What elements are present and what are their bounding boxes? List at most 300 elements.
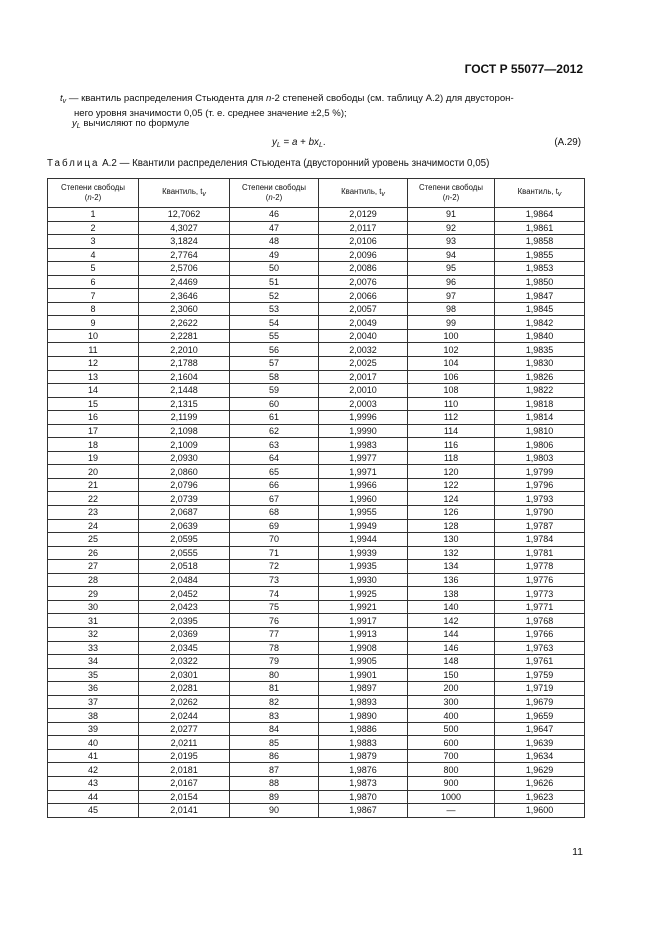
table-cell: 2 (48, 221, 139, 235)
table-cell: 1,9847 (495, 289, 585, 303)
table-cell: 116 (408, 438, 495, 452)
table-row (48, 370, 585, 384)
table-cell: 29 (48, 587, 139, 601)
table-cell: 2,0281 (139, 682, 230, 696)
table-row (48, 343, 585, 357)
table-row (48, 668, 585, 682)
table-row (48, 546, 585, 560)
table-cell: 78 (230, 641, 319, 655)
table-cell: 132 (408, 546, 495, 560)
table-cell: 2,0003 (319, 397, 408, 411)
table-row (48, 682, 585, 696)
table-cell: 64 (230, 451, 319, 465)
table-cell: 2,0639 (139, 519, 230, 533)
table-cell: 73 (230, 573, 319, 587)
table-cell: 2,0796 (139, 478, 230, 492)
formula-a: a (291, 137, 298, 148)
table-cell: 150 (408, 668, 495, 682)
table-cell: 66 (230, 478, 319, 492)
table-cell: 2,1009 (139, 438, 230, 452)
table-row (48, 411, 585, 425)
table-cell: 1,9901 (319, 668, 408, 682)
table-cell: 1,9876 (319, 763, 408, 777)
table-cell: 144 (408, 627, 495, 641)
table-cell: 1,9955 (319, 506, 408, 520)
table-cell: 1,9759 (495, 668, 585, 682)
table-cell: 72 (230, 560, 319, 574)
symbol-t: t (60, 93, 63, 104)
table-row (48, 722, 585, 736)
table-cell: 1,9867 (319, 804, 408, 818)
table-caption-text: А.2 — Квантили распределения Стьюдента (двусторонний уровень значимости 0,05) (99, 158, 490, 169)
table-cell: 19 (48, 451, 139, 465)
table-cell: 1,9890 (319, 709, 408, 723)
table-cell: 12,7062 (139, 208, 230, 222)
table-cell: 83 (230, 709, 319, 723)
header-df-3: Степени свободы (n-2) (408, 179, 495, 208)
definition-yl-text: вычисляют по формуле (80, 118, 190, 129)
table-row (48, 302, 585, 316)
table-cell: 2,0141 (139, 804, 230, 818)
table-cell: 3 (48, 235, 139, 249)
table-cell: 2,0301 (139, 668, 230, 682)
table-cell: 59 (230, 384, 319, 398)
table-cell: 2,0930 (139, 451, 230, 465)
table-cell: 2,0555 (139, 546, 230, 560)
table-cell: 1,9810 (495, 424, 585, 438)
table-cell: 8 (48, 302, 139, 316)
table-cell: 1,9814 (495, 411, 585, 425)
table-cell: 146 (408, 641, 495, 655)
table-header-row (48, 179, 585, 208)
table-cell: 48 (230, 235, 319, 249)
formula (272, 137, 326, 149)
table-cell: 2,0452 (139, 587, 230, 601)
definition-tv-text2: -2 степеней свободы (см. таблицу А.2) для двусторон- (271, 93, 514, 104)
table-row (48, 709, 585, 723)
table-cell: 34 (48, 655, 139, 669)
table-cell: 2,0096 (319, 248, 408, 262)
table-row (48, 763, 585, 777)
table-cell: 104 (408, 357, 495, 371)
table-cell: 114 (408, 424, 495, 438)
table-cell: 106 (408, 370, 495, 384)
table-cell: 1,9784 (495, 533, 585, 547)
table-cell: — (408, 804, 495, 818)
table-cell: 2,0010 (319, 384, 408, 398)
header-quantile-1: Квантиль, $t_v$ (139, 179, 230, 208)
table-cell: 112 (408, 411, 495, 425)
table-cell: 2,0484 (139, 573, 230, 587)
table-row (48, 614, 585, 628)
table-cell: 36 (48, 682, 139, 696)
table-cell: 98 (408, 302, 495, 316)
table-cell: 2,0345 (139, 641, 230, 655)
table-cell: 2,5706 (139, 262, 230, 276)
table-row (48, 248, 585, 262)
table-cell: 2,0086 (319, 262, 408, 276)
table-cell: 1,9893 (319, 695, 408, 709)
table-cell: 42 (48, 763, 139, 777)
table-cell: 1,9908 (319, 641, 408, 655)
table-cell: 1,9861 (495, 221, 585, 235)
table-cell: 1,9925 (319, 587, 408, 601)
table-caption (47, 158, 489, 169)
table-row (48, 208, 585, 222)
table-cell: 26 (48, 546, 139, 560)
table-cell: 99 (408, 316, 495, 330)
table-cell: 2,7764 (139, 248, 230, 262)
table-cell: 35 (48, 668, 139, 682)
table-cell: 138 (408, 587, 495, 601)
table-row (48, 695, 585, 709)
table-cell: 2,0277 (139, 722, 230, 736)
table-cell: 1,9600 (495, 804, 585, 818)
table-cell: 51 (230, 275, 319, 289)
table-cell: 14 (48, 384, 139, 398)
table-cell: 2,1604 (139, 370, 230, 384)
table-cell: 300 (408, 695, 495, 709)
table-cell: 2,0395 (139, 614, 230, 628)
table-cell: 1,9778 (495, 560, 585, 574)
table-cell: 2,0244 (139, 709, 230, 723)
table-cell: 88 (230, 776, 319, 790)
table-row (48, 478, 585, 492)
formula-plus: + (297, 137, 309, 148)
table-cell: 25 (48, 533, 139, 547)
symbol-y: y (72, 118, 77, 129)
table-cell: 1,9840 (495, 329, 585, 343)
table-row (48, 424, 585, 438)
table-cell: 1,9776 (495, 573, 585, 587)
table-cell: 85 (230, 736, 319, 750)
table-cell: 62 (230, 424, 319, 438)
table-cell: 1,9966 (319, 478, 408, 492)
table-cell: 80 (230, 668, 319, 682)
table-cell: 57 (230, 357, 319, 371)
table-cell: 1,9913 (319, 627, 408, 641)
table-cell: 53 (230, 302, 319, 316)
table-cell: 2,1448 (139, 384, 230, 398)
table-cell: 60 (230, 397, 319, 411)
table-row (48, 627, 585, 641)
table-cell: 1,9935 (319, 560, 408, 574)
formula-bx-sub: L (318, 142, 323, 149)
table-cell: 124 (408, 492, 495, 506)
table-cell: 45 (48, 804, 139, 818)
table-cell: 2,3646 (139, 289, 230, 303)
table-row (48, 533, 585, 547)
table-cell: 2,0066 (319, 289, 408, 303)
table-cell: 54 (230, 316, 319, 330)
n-variable: n (266, 93, 272, 104)
table-body (48, 208, 585, 818)
table-row (48, 397, 585, 411)
table-cell: 12 (48, 357, 139, 371)
table-row (48, 600, 585, 614)
table-cell: 1,9768 (495, 614, 585, 628)
table-cell: 800 (408, 763, 495, 777)
table-cell: 1,9873 (319, 776, 408, 790)
table-cell: 74 (230, 587, 319, 601)
table-cell: 92 (408, 221, 495, 235)
table-cell: 1,9639 (495, 736, 585, 750)
table-cell: 400 (408, 709, 495, 723)
table-cell: 600 (408, 736, 495, 750)
table-cell: 2,0518 (139, 560, 230, 574)
table-cell: 2,0860 (139, 465, 230, 479)
table-cell: 71 (230, 546, 319, 560)
table-cell: 2,0049 (319, 316, 408, 330)
table-cell: 2,1098 (139, 424, 230, 438)
table-cell: 1,9990 (319, 424, 408, 438)
table-cell: 20 (48, 465, 139, 479)
table-cell: 2,2281 (139, 329, 230, 343)
table-cell: 102 (408, 343, 495, 357)
table-cell: 2,0423 (139, 600, 230, 614)
table-cell: 1,9883 (319, 736, 408, 750)
table-cell: 2,2010 (139, 343, 230, 357)
table-cell: 1,9939 (319, 546, 408, 560)
table-cell: 37 (48, 695, 139, 709)
table-cell: 2,0154 (139, 790, 230, 804)
table-cell: 1,9781 (495, 546, 585, 560)
table-cell: 17 (48, 424, 139, 438)
document-header: ГОСТ Р 55077—2012 (464, 62, 583, 76)
table-cell: 2,0595 (139, 533, 230, 547)
table-cell: 10 (48, 329, 139, 343)
table-cell: 2,0262 (139, 695, 230, 709)
table-cell: 23 (48, 506, 139, 520)
formula-lhs: y (272, 137, 277, 148)
table-row (48, 790, 585, 804)
table-cell: 1,9763 (495, 641, 585, 655)
table-cell: 1,9761 (495, 655, 585, 669)
table-row (48, 587, 585, 601)
definition-tv-line2: него уровня значимости 0,05 (т. е. среднее значение ±2,5 %); (74, 108, 347, 119)
table-cell: 1,9879 (319, 749, 408, 763)
table-cell: 1,9917 (319, 614, 408, 628)
table-cell: 200 (408, 682, 495, 696)
table-cell: 140 (408, 600, 495, 614)
table-cell: 1,9905 (319, 655, 408, 669)
table-cell: 69 (230, 519, 319, 533)
table-cell: 76 (230, 614, 319, 628)
table-cell: 6 (48, 275, 139, 289)
table-cell: 122 (408, 478, 495, 492)
table-caption-label: Таблица (47, 158, 100, 169)
table-cell: 3,1824 (139, 235, 230, 249)
table-cell: 130 (408, 533, 495, 547)
table-cell: 18 (48, 438, 139, 452)
table-cell: 91 (408, 208, 495, 222)
table-cell: 27 (48, 560, 139, 574)
table-cell: 1,9870 (319, 790, 408, 804)
table-cell: 16 (48, 411, 139, 425)
table-cell: 31 (48, 614, 139, 628)
table-cell: 58 (230, 370, 319, 384)
table-cell: 2,0167 (139, 776, 230, 790)
page-number: 11 (572, 846, 583, 858)
table-row (48, 506, 585, 520)
table-cell: 1000 (408, 790, 495, 804)
table-cell: 38 (48, 709, 139, 723)
table-cell: 96 (408, 275, 495, 289)
table-cell: 86 (230, 749, 319, 763)
formula-lhs-sub: L (276, 142, 281, 149)
formula-end: . (322, 137, 326, 148)
header-quantile-2: Квантиль, $t_v$ (319, 179, 408, 208)
table-cell: 900 (408, 776, 495, 790)
table-cell: 2,0129 (319, 208, 408, 222)
table-cell: 1,9822 (495, 384, 585, 398)
table-cell: 1,9799 (495, 465, 585, 479)
table-cell: 1,9858 (495, 235, 585, 249)
table-cell: 1,9766 (495, 627, 585, 641)
table-cell: 2,2622 (139, 316, 230, 330)
table-cell: 2,0687 (139, 506, 230, 520)
table-row (48, 492, 585, 506)
table-cell: 89 (230, 790, 319, 804)
table-cell: 2,0211 (139, 736, 230, 750)
table-row (48, 289, 585, 303)
table-cell: 21 (48, 478, 139, 492)
table-cell: 79 (230, 655, 319, 669)
table-cell: 2,0106 (319, 235, 408, 249)
table-cell: 95 (408, 262, 495, 276)
table-cell: 77 (230, 627, 319, 641)
table-cell: 128 (408, 519, 495, 533)
table-cell: 61 (230, 411, 319, 425)
table-cell: 2,0032 (319, 343, 408, 357)
table-cell: 84 (230, 722, 319, 736)
table-row (48, 776, 585, 790)
table-row (48, 749, 585, 763)
definition-yl (60, 118, 600, 133)
table-cell: 500 (408, 722, 495, 736)
table-cell: 1,9647 (495, 722, 585, 736)
header-df-1: Степени свободы (n-2) (48, 179, 139, 208)
table-cell: 1,9897 (319, 682, 408, 696)
table-cell: 1,9855 (495, 248, 585, 262)
table-cell: 24 (48, 519, 139, 533)
table-cell: 49 (230, 248, 319, 262)
table-cell: 1,9850 (495, 275, 585, 289)
table-row (48, 262, 585, 276)
table-cell: 1,9771 (495, 600, 585, 614)
table-cell: 1,9842 (495, 316, 585, 330)
table-row (48, 641, 585, 655)
table-cell: 65 (230, 465, 319, 479)
table-cell: 1,9796 (495, 478, 585, 492)
table-cell: 46 (230, 208, 319, 222)
symbol-y-sub: L (76, 123, 81, 130)
table-cell: 1,9626 (495, 776, 585, 790)
table-cell: 47 (230, 221, 319, 235)
table-cell: 2,0040 (319, 329, 408, 343)
table-cell: 136 (408, 573, 495, 587)
table-cell: 30 (48, 600, 139, 614)
table-cell: 5 (48, 262, 139, 276)
table-cell: 2,1315 (139, 397, 230, 411)
table-cell: 67 (230, 492, 319, 506)
table-cell: 1,9853 (495, 262, 585, 276)
table-cell: 1,9996 (319, 411, 408, 425)
table-row (48, 736, 585, 750)
table-row (48, 451, 585, 465)
table-row (48, 573, 585, 587)
table-cell: 1,9790 (495, 506, 585, 520)
table-cell: 1,9719 (495, 682, 585, 696)
table-cell: 2,1788 (139, 357, 230, 371)
table-cell: 15 (48, 397, 139, 411)
table-cell: 1,9835 (495, 343, 585, 357)
table-cell: 700 (408, 749, 495, 763)
table-cell: 28 (48, 573, 139, 587)
table-cell: 1 (48, 208, 139, 222)
table-cell: 68 (230, 506, 319, 520)
table-cell: 94 (408, 248, 495, 262)
table-cell: 93 (408, 235, 495, 249)
table-row (48, 316, 585, 330)
table-cell: 2,0195 (139, 749, 230, 763)
table-row (48, 438, 585, 452)
table-cell: 1,9983 (319, 438, 408, 452)
table-cell: 1,9826 (495, 370, 585, 384)
table-cell: 2,0076 (319, 275, 408, 289)
table-cell: 1,9629 (495, 763, 585, 777)
student-quantile-table (47, 178, 585, 818)
definition-tv-text1: — квантиль распределения Стьюдента для (66, 93, 267, 104)
table-cell: 1,9864 (495, 208, 585, 222)
table-cell: 2,0025 (319, 357, 408, 371)
table-cell: 142 (408, 614, 495, 628)
table-cell: 44 (48, 790, 139, 804)
table-row (48, 221, 585, 235)
table-cell: 1,9787 (495, 519, 585, 533)
symbol-t-sub: v (62, 98, 67, 105)
table-cell: 1,9930 (319, 573, 408, 587)
table-cell: 126 (408, 506, 495, 520)
table-cell: 2,0117 (319, 221, 408, 235)
table-cell: 40 (48, 736, 139, 750)
table-cell: 1,9845 (495, 302, 585, 316)
table-cell: 70 (230, 533, 319, 547)
table-row (48, 384, 585, 398)
table-cell: 2,0739 (139, 492, 230, 506)
table-cell: 39 (48, 722, 139, 736)
table-cell: 55 (230, 329, 319, 343)
table-row (48, 804, 585, 818)
header-quantile-3: Квантиль, $t_v$ (495, 179, 585, 208)
table-cell: 1,9634 (495, 749, 585, 763)
table-cell: 148 (408, 655, 495, 669)
table-cell: 2,0369 (139, 627, 230, 641)
table-cell: 1,9886 (319, 722, 408, 736)
table-cell: 1,9659 (495, 709, 585, 723)
table-cell: 100 (408, 329, 495, 343)
table-cell: 118 (408, 451, 495, 465)
table-cell: 63 (230, 438, 319, 452)
table-cell: 2,1199 (139, 411, 230, 425)
table-cell: 75 (230, 600, 319, 614)
table-cell: 120 (408, 465, 495, 479)
table-cell: 1,9960 (319, 492, 408, 506)
table-cell: 13 (48, 370, 139, 384)
formula-equals: = (280, 137, 292, 148)
table-cell: 1,9623 (495, 790, 585, 804)
header-df-2: Степени свободы (n-2) (230, 179, 319, 208)
